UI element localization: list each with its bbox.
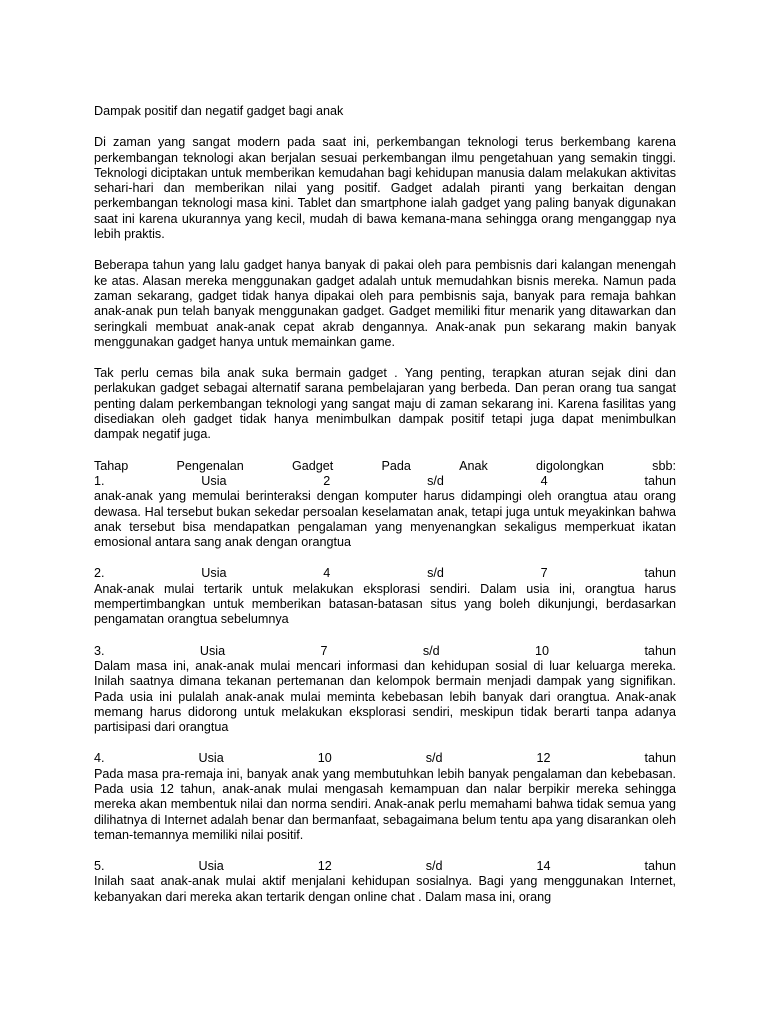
- stage-3: [94, 644, 676, 736]
- stage-heading-word: s/d: [425, 859, 443, 874]
- stages-heading-word: Pengenalan: [176, 458, 244, 473]
- stage-heading-word: 7: [540, 566, 548, 581]
- stage-heading-word: 1.: [94, 473, 105, 488]
- stage-heading-word: Usia: [199, 643, 226, 658]
- stage-4: [94, 751, 676, 843]
- stage-5: [94, 859, 676, 905]
- stage-heading-word: 14: [536, 859, 551, 874]
- stage-heading-word: Usia: [201, 566, 227, 581]
- stage-heading-word: s/d: [422, 643, 440, 658]
- stages-heading-word: Gadget: [291, 458, 334, 473]
- stage-heading-word: 4.: [94, 751, 105, 766]
- stage-4-text: Pada masa pra-remaja ini, banyak anak yang membutuhkan lebih banyak pengalaman dan kebebasan. Pada usia 12 tahun, anak-anak mulai mengasah kemampuan dan nalar berpikir mereka sehingga mereka akan membentuk nilai dan norma sendiri. Anak-anak perlu memahami bahwa tidak semua yang dilihatnya di Internet adalah benar dan bermanfaat, sebagaimana belum tentu apa yang disarankan oleh teman-temannya memiliki nilai positif.: [94, 766, 676, 842]
- stages-heading-word: Tahap: [94, 458, 129, 473]
- stage-heading-word: s/d: [425, 751, 443, 766]
- stage-4-heading: [94, 751, 676, 766]
- stage-heading-word: Usia: [198, 751, 224, 766]
- stages-heading-word: digolongkan: [536, 458, 604, 473]
- stage-2-heading: [94, 566, 676, 581]
- stage-heading-word: s/d: [427, 473, 444, 488]
- stages-heading-word: Pada: [381, 458, 411, 473]
- paragraph-2: Beberapa tahun yang lalu gadget hanya banyak di pakai oleh para pembisnis dari kalangan menengah ke atas. Alasan mereka menggunakan gadget adalah untuk memudahkan bisnis mereka. Namun pada zaman sekarang, gadget tidak hanya dipakai oleh para pembisnis saja, banyak para remaja bahkan anak-anak pun telah banyak menggunakan gadget. Gadget memiliki fitur menarik yang ditawarkan dan seringkali membuat anak-anak cepat akrab dengannya. Anak-anak pun sekarang makin banyak menggunakan gadget hanya untuk memainkan game.: [94, 258, 676, 349]
- stage-heading-word: 3.: [94, 643, 105, 658]
- stages-heading-word: Anak: [459, 458, 488, 473]
- paragraph-1: Di zaman yang sangat modern pada saat ini, perkembangan teknologi terus berkembang karena perkembangan teknologi akan berjalan sesuai perkembangan ilmu pengetahuan yang semakin tinggi. Teknologi diciptakan untuk memberikan kemudahan bagi kehidupan manusia dalam melakukan aktivitas sehari-hari dan memberikan nilai yang positif. Gadget adalah piranti yang berkaitan dengan perkembangan teknologi masa kini. Tablet dan smartphone ialah gadget yang paling banyak digunakan saat ini karena ukurannya yang kecil, mudah di bawa kemana-mana sehingga orang menganggap nya lebih praktis.: [94, 135, 676, 242]
- stage-heading-word: tahun: [644, 751, 676, 766]
- stage-heading-word: 2: [323, 473, 331, 488]
- stage-1-heading: [94, 474, 676, 489]
- stage-heading-word: tahun: [644, 566, 676, 581]
- stage-2: [94, 566, 676, 627]
- stage-heading-word: 4: [323, 566, 331, 581]
- stage-3-text: Dalam masa ini, anak-anak mulai mencari informasi dan kehidupan sosial di luar keluarga mereka. Inilah saatnya dimana tekanan pertemanan dan kelompok bermain menjadi dampak yang signifikan. Pada usia ini pulalah anak-anak mulai meminta kebebasan lebih banyak dari orangtua. Anak-anak memang harus didorong untuk melakukan eksplorasi sendiri, meskipun tidak berarti tanpa adanya partisipasi dari orangtua: [94, 658, 676, 735]
- paragraph-3: Tak perlu cemas bila anak suka bermain gadget . Yang penting, terapkan aturan sejak dini dan perlakukan gadget sebagai alternatif sarana pembelajaran yang berbeda. Dan peran orang tua sangat penting dalam perkembangan teknologi yang sangat maju di zaman sekarang ini. Karena fasilitas yang disediakan oleh gadget tidak hanya menimbulkan dampak positif tetapi juga dapat menimbulkan dampak negatif juga.: [94, 366, 676, 442]
- stage-2-text: Anak-anak mulai tertarik untuk melakukan eksplorasi sendiri. Dalam usia ini, orangtua harus mempertimbangkan untuk memberikan batasan-batasan situs yang boleh dikunjungi, berdasarkan pengamatan orangtua sebelumnya: [94, 581, 676, 627]
- stage-heading-word: 2.: [94, 566, 105, 581]
- stage-heading-word: Usia: [198, 859, 224, 874]
- stages-heading-word: sbb:: [652, 458, 676, 473]
- stage-5-text: Inilah saat anak-anak mulai aktif menjalani kehidupan sosialnya. Bagi yang menggunakan Internet, kebanyakan dari mereka akan tertarik dengan online chat . Dalam masa ini, orang: [94, 874, 676, 904]
- stage-heading-word: 5.: [94, 859, 105, 874]
- stage-heading-word: 12: [317, 859, 332, 874]
- stage-heading-word: tahun: [644, 643, 676, 658]
- document-title: Dampak positif dan negatif gadget bagi anak: [94, 104, 344, 118]
- document-page: [94, 104, 676, 921]
- stage-3-heading: [94, 644, 676, 659]
- stage-heading-word: 12: [536, 751, 551, 766]
- stage-heading-word: s/d: [427, 566, 444, 581]
- stage-heading-word: 7: [320, 643, 328, 658]
- stage-heading-word: tahun: [644, 473, 676, 488]
- stage-1-text: anak-anak yang memulai berinteraksi dengan komputer harus didampingi oleh orangtua atau orang dewasa. Hal tersebut bukan sekedar persoalan keselamatan anak, tetapi juga untuk meyakinkan bahwa anak tersebut bisa mendapatkan pengalaman yang menyenangkan sekaligus memperkuat ikatan emosional antara sang anak dengan orangtua: [94, 489, 676, 550]
- stage-heading-word: Usia: [201, 473, 227, 488]
- stage-heading-word: tahun: [644, 859, 676, 874]
- stage-heading-word: 4: [540, 473, 548, 488]
- stage-heading-word: 10: [317, 751, 332, 766]
- stages-heading: [94, 459, 676, 474]
- stage-1: [94, 474, 676, 550]
- stage-5-heading: [94, 859, 676, 874]
- stage-heading-word: 10: [535, 643, 550, 658]
